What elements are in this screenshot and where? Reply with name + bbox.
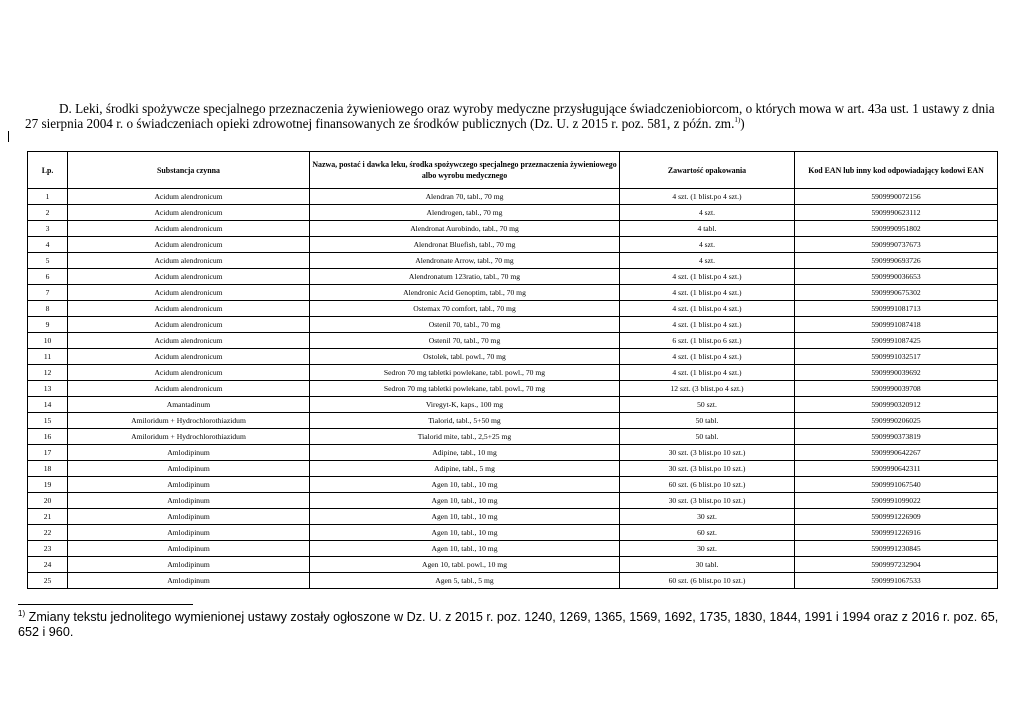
table-row [28, 493, 998, 509]
table-header-row [28, 152, 998, 189]
cell-lp: 16 [28, 429, 68, 445]
cell-lp: 22 [28, 525, 68, 541]
cell-package: 60 szt. (6 blist.po 10 szt.) [620, 477, 795, 493]
cell-package: 4 szt. (1 blist.po 4 szt.) [620, 285, 795, 301]
cell-substance: Amiloridum + Hydrochlorothiazidum [68, 413, 310, 429]
cell-package: 4 szt. (1 blist.po 4 szt.) [620, 365, 795, 381]
cell-ean: 5909991067533 [795, 573, 998, 589]
cell-package: 50 szt. [620, 397, 795, 413]
cell-substance: Amlodipinum [68, 557, 310, 573]
cell-name: Adipine, tabl., 5 mg [310, 461, 620, 477]
table-row [28, 365, 998, 381]
cell-name: Ostenil 70, tabl., 70 mg [310, 317, 620, 333]
cell-substance: Acidum alendronicum [68, 349, 310, 365]
cell-name: Alendronatum 123ratio, tabl., 70 mg [310, 269, 620, 285]
drug-table [27, 151, 998, 589]
section-heading [25, 101, 1000, 131]
cell-substance: Amlodipinum [68, 509, 310, 525]
table-row [28, 445, 998, 461]
cell-lp: 19 [28, 477, 68, 493]
cell-ean: 5909991230845 [795, 541, 998, 557]
cell-ean: 5909990039708 [795, 381, 998, 397]
cell-package: 4 szt. (1 blist.po 4 szt.) [620, 317, 795, 333]
footnote-marker: 1) [18, 609, 26, 618]
cell-name: Ostolek, tabl. powl., 70 mg [310, 349, 620, 365]
cell-substance: Acidum alendronicum [68, 205, 310, 221]
cell-name: Agen 10, tabl. powl., 10 mg [310, 557, 620, 573]
cell-name: Ostemax 70 comfort, tabl., 70 mg [310, 301, 620, 317]
cell-substance: Acidum alendronicum [68, 237, 310, 253]
cell-ean: 5909990675302 [795, 285, 998, 301]
cell-package: 30 szt. (3 blist.po 10 szt.) [620, 493, 795, 509]
cell-package: 4 szt. [620, 237, 795, 253]
cell-substance: Acidum alendronicum [68, 221, 310, 237]
footnote-text: Zmiany tekstu jednolitego wymienionej ustawy zostały ogłoszone w Dz. U. z 2015 r. poz. 1240, 1269, 1365, 1569, 1692, 1735, 1830, 1844, 1991 i 1994 oraz z 2016 r. poz. 65, 652 i 960. [18, 610, 999, 639]
table-row [28, 237, 998, 253]
cell-ean: 5909990373819 [795, 429, 998, 445]
cell-substance: Amantadinum [68, 397, 310, 413]
table-row [28, 557, 998, 573]
table-row [28, 285, 998, 301]
cell-lp: 5 [28, 253, 68, 269]
table-row [28, 413, 998, 429]
footnote [18, 610, 1008, 640]
cell-lp: 3 [28, 221, 68, 237]
cell-package: 30 szt. (3 blist.po 10 szt.) [620, 445, 795, 461]
cell-name: Agen 10, tabl., 10 mg [310, 477, 620, 493]
table-row [28, 205, 998, 221]
cell-lp: 1 [28, 189, 68, 205]
cell-package: 60 szt. (6 blist.po 10 szt.) [620, 573, 795, 589]
cell-ean: 5909991032517 [795, 349, 998, 365]
cell-name: Tialorid mite, tabl., 2,5+25 mg [310, 429, 620, 445]
cell-ean: 5909990206025 [795, 413, 998, 429]
table-row [28, 333, 998, 349]
cell-lp: 20 [28, 493, 68, 509]
table-row [28, 189, 998, 205]
cell-lp: 10 [28, 333, 68, 349]
cell-ean: 5909991067540 [795, 477, 998, 493]
cell-substance: Acidum alendronicum [68, 269, 310, 285]
table-row [28, 477, 998, 493]
table-row [28, 541, 998, 557]
cell-substance: Amlodipinum [68, 541, 310, 557]
table-row [28, 269, 998, 285]
cell-name: Alendronat Aurobindo, tabl., 70 mg [310, 221, 620, 237]
table-row [28, 349, 998, 365]
cell-package: 4 tabl. [620, 221, 795, 237]
cell-lp: 21 [28, 509, 68, 525]
cell-substance: Acidum alendronicum [68, 189, 310, 205]
cell-substance: Amlodipinum [68, 445, 310, 461]
table-row [28, 509, 998, 525]
table-row [28, 301, 998, 317]
table-row [28, 429, 998, 445]
cell-lp: 15 [28, 413, 68, 429]
cell-ean: 5909991226916 [795, 525, 998, 541]
cell-lp: 17 [28, 445, 68, 461]
cell-substance: Amlodipinum [68, 525, 310, 541]
cell-name: Agen 10, tabl., 10 mg [310, 541, 620, 557]
cell-ean: 5909990693726 [795, 253, 998, 269]
cell-package: 30 szt. [620, 509, 795, 525]
cell-name: Viregyt-K, kaps., 100 mg [310, 397, 620, 413]
heading-text: D. Leki, środki spożywcze specjalnego przeznaczenia żywieniowego oraz wyroby medyczne przysługujące świadczeniobiorcom, o których mowa w art. 43a ust. 1 ustawy z dnia 27 sierpnia 2004 r. o świadczeniach opieki zdrowotnej finansowanych ze środków publicznych (Dz. U. z 2015 r. poz. 581, z późn. zm. [25, 101, 995, 131]
cell-package: 4 szt. [620, 253, 795, 269]
cell-substance: Amiloridum + Hydrochlorothiazidum [68, 429, 310, 445]
cell-lp: 13 [28, 381, 68, 397]
cell-lp: 18 [28, 461, 68, 477]
cell-substance: Acidum alendronicum [68, 285, 310, 301]
cell-substance: Acidum alendronicum [68, 333, 310, 349]
table-row [28, 461, 998, 477]
cell-name: Sedron 70 mg tabletki powlekane, tabl. powl., 70 mg [310, 365, 620, 381]
cell-package: 30 tabl. [620, 557, 795, 573]
table-row [28, 525, 998, 541]
cell-name: Agen 5, tabl., 5 mg [310, 573, 620, 589]
cell-package: 4 szt. [620, 205, 795, 221]
cell-ean: 5909990737673 [795, 237, 998, 253]
cell-lp: 7 [28, 285, 68, 301]
cell-lp: 2 [28, 205, 68, 221]
cell-name: Alendronat Bluefish, tabl., 70 mg [310, 237, 620, 253]
table-row [28, 317, 998, 333]
cell-lp: 25 [28, 573, 68, 589]
cell-package: 50 tabl. [620, 413, 795, 429]
cell-lp: 23 [28, 541, 68, 557]
cell-package: 4 szt. (1 blist.po 4 szt.) [620, 349, 795, 365]
heading-footnote-ref: 1) [734, 116, 741, 124]
cell-lp: 14 [28, 397, 68, 413]
header-lp: Lp. [28, 152, 68, 189]
cell-lp: 8 [28, 301, 68, 317]
cell-ean: 5909991081713 [795, 301, 998, 317]
cell-name: Agen 10, tabl., 10 mg [310, 493, 620, 509]
table-body [28, 189, 998, 589]
cell-name: Agen 10, tabl., 10 mg [310, 509, 620, 525]
heading-closing-paren: ) [740, 116, 745, 131]
cell-name: Alendran 70, tabl., 70 mg [310, 189, 620, 205]
cell-package: 30 szt. [620, 541, 795, 557]
table-row [28, 221, 998, 237]
footnote-rule [18, 604, 193, 605]
cell-name: Sedron 70 mg tabletki powlekane, tabl. powl., 70 mg [310, 381, 620, 397]
cell-ean: 5909990039692 [795, 365, 998, 381]
cell-lp: 4 [28, 237, 68, 253]
header-ean: Kod EAN lub inny kod odpowiadający kodowi EAN [795, 152, 998, 189]
cell-package: 60 szt. [620, 525, 795, 541]
cell-substance: Amlodipinum [68, 477, 310, 493]
cell-ean: 5909990642311 [795, 461, 998, 477]
cell-package: 6 szt. (1 blist.po 6 szt.) [620, 333, 795, 349]
cell-ean: 5909990072156 [795, 189, 998, 205]
cell-substance: Acidum alendronicum [68, 253, 310, 269]
cell-ean: 5909991226909 [795, 509, 998, 525]
cell-lp: 11 [28, 349, 68, 365]
cell-lp: 24 [28, 557, 68, 573]
cell-name: Tialorid, tabl., 5+50 mg [310, 413, 620, 429]
table-row [28, 573, 998, 589]
cell-package: 50 tabl. [620, 429, 795, 445]
cell-package: 4 szt. (1 blist.po 4 szt.) [620, 301, 795, 317]
cell-ean: 5909990320912 [795, 397, 998, 413]
cell-ean: 5909990951802 [795, 221, 998, 237]
margin-mark [8, 131, 9, 142]
cell-ean: 5909990642267 [795, 445, 998, 461]
cell-ean: 5909991087425 [795, 333, 998, 349]
cell-lp: 6 [28, 269, 68, 285]
cell-name: Agen 10, tabl., 10 mg [310, 525, 620, 541]
table-row [28, 253, 998, 269]
cell-ean: 5909990623112 [795, 205, 998, 221]
table-row [28, 381, 998, 397]
cell-substance: Amlodipinum [68, 461, 310, 477]
cell-substance: Acidum alendronicum [68, 365, 310, 381]
cell-name: Ostenil 70, tabl., 70 mg [310, 333, 620, 349]
header-package: Zawartość opakowania [620, 152, 795, 189]
cell-name: Adipine, tabl., 10 mg [310, 445, 620, 461]
cell-name: Alendronic Acid Genoptim, tabl., 70 mg [310, 285, 620, 301]
cell-substance: Acidum alendronicum [68, 301, 310, 317]
cell-package: 30 szt. (3 blist.po 10 szt.) [620, 461, 795, 477]
table-row [28, 397, 998, 413]
cell-package: 4 szt. (1 blist.po 4 szt.) [620, 189, 795, 205]
cell-substance: Acidum alendronicum [68, 317, 310, 333]
cell-substance: Amlodipinum [68, 493, 310, 509]
cell-ean: 5909997232904 [795, 557, 998, 573]
cell-substance: Amlodipinum [68, 573, 310, 589]
cell-lp: 12 [28, 365, 68, 381]
cell-package: 12 szt. (3 blist.po 4 szt.) [620, 381, 795, 397]
cell-ean: 5909991087418 [795, 317, 998, 333]
cell-substance: Acidum alendronicum [68, 381, 310, 397]
cell-package: 4 szt. (1 blist.po 4 szt.) [620, 269, 795, 285]
cell-ean: 5909991099022 [795, 493, 998, 509]
cell-ean: 5909990036653 [795, 269, 998, 285]
header-name: Nazwa, postać i dawka leku, środka spożywczego specjalnego przeznaczenia żywieniowego albo wyrobu medycznego [310, 152, 620, 189]
cell-name: Alendrogen, tabl., 70 mg [310, 205, 620, 221]
cell-name: Alendronate Arrow, tabl., 70 mg [310, 253, 620, 269]
cell-lp: 9 [28, 317, 68, 333]
header-substance: Substancja czynna [68, 152, 310, 189]
